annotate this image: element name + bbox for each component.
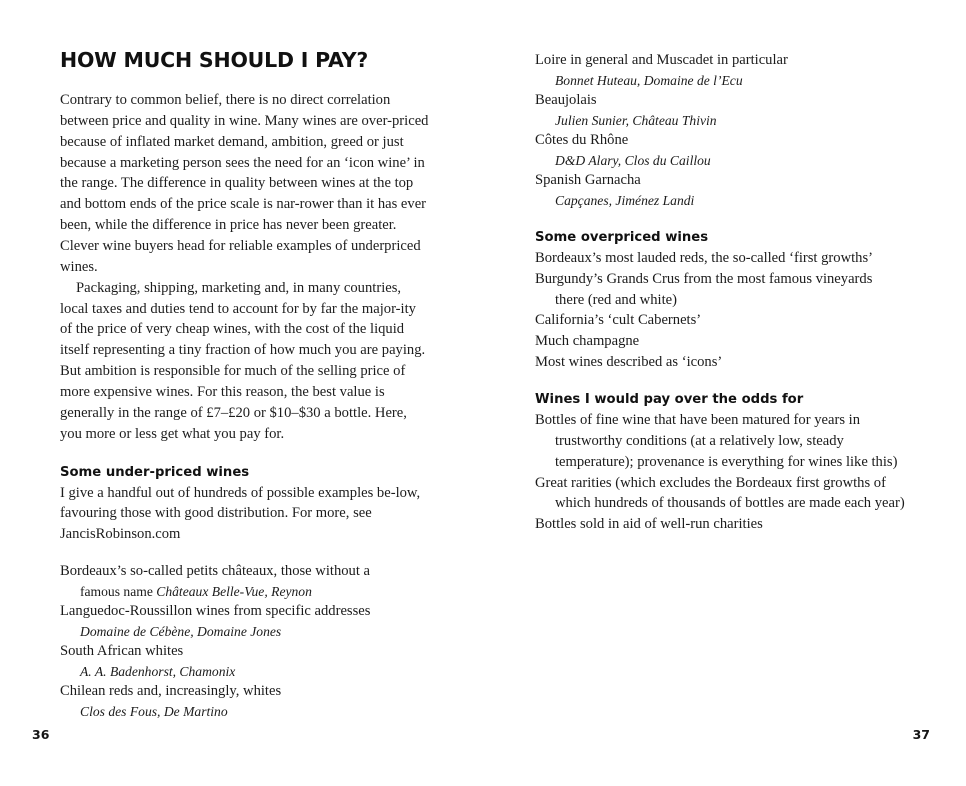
list-item-main: Côtes du Rhône <box>535 132 629 149</box>
list-item-main: California’s ‘cult Cabernets’ <box>535 312 702 329</box>
overpriced-wine-list <box>535 248 906 372</box>
list-item-cont-text: famous name <box>80 583 153 599</box>
list-item-main: Beaujolais <box>535 92 597 109</box>
list-item <box>535 269 906 310</box>
list-item <box>60 561 431 601</box>
list-item-main: Loire in general and Muscadet in particular <box>535 52 788 68</box>
list-item <box>60 681 431 721</box>
list-item-main: Burgundy’s Grands Crus from the most famous vineyards <box>535 270 873 287</box>
list-item-main: Bordeaux’s most lauded reds, the so-called ‘first growths’ <box>535 250 874 267</box>
section-heading-underpriced: Some under-priced wines <box>60 464 250 480</box>
body-paragraph-2: Packaging, shipping, marketing and, in many countries, local taxes and duties tend to account for by far the major-ity of the price of very cheap wines, with the cost of the liquid itself representing a tiny fraction of how much you are paying. But ambition is responsible for much of the selling price of more expensive wines. For this reason, the best value is generally in the range of £7–£20 or $10–$30 a bottle. Here, you more or less get what you pay for. <box>60 279 426 442</box>
list-item-main: Bottles of fine wine that have been matured for years in <box>535 412 861 429</box>
list-item-sub: D&D Alary, Clos du Caillou <box>555 152 711 168</box>
list-item-main-text: Bordeaux’s so-called petits châteaux, those without a <box>60 563 371 580</box>
list-item-main: Languedoc-Roussillon wines from specific addresses <box>60 603 371 620</box>
list-item <box>535 90 906 130</box>
list-item-main: Spanish Garnacha <box>535 172 641 189</box>
list-item-sub: Julien Sunier, Château Thivin <box>555 112 717 128</box>
page-number-left: 36 <box>32 727 50 742</box>
list-item-main: Bottles sold in aid of well-run charities <box>535 515 763 532</box>
underpriced-wine-list <box>60 561 431 721</box>
list-item-sub: A. A. Badenhorst, Chamonix <box>80 663 236 679</box>
list-item-italic-text: Châteaux Belle-Vue, Reynon <box>156 583 312 599</box>
list-item <box>535 410 906 472</box>
list-item-main: Most wines described as ‘icons’ <box>535 353 723 370</box>
list-item <box>535 248 906 269</box>
section-intro-underpriced: I give a handful out of hundreds of possible examples be-low, favouring those with good distribution. For more, see JancisRobinson.com <box>60 484 421 543</box>
section-heading-over-the-odds: Wines I would pay over the odds for <box>535 392 804 408</box>
right-page <box>483 0 966 786</box>
page-title: HOW MUCH SHOULD I PAY? <box>60 48 369 72</box>
list-item <box>535 170 906 210</box>
over-the-odds-list <box>535 410 906 534</box>
list-item <box>535 331 906 352</box>
list-item-main: Chilean reds and, increasingly, whites <box>60 683 282 700</box>
list-item <box>60 641 431 681</box>
page-number-right: 37 <box>912 727 930 742</box>
list-item-cont: there (red and white) <box>555 291 677 308</box>
list-item-cont: trustworthy conditions (at a relatively low, steady <box>555 433 844 450</box>
list-item-sub: Clos des Fous, De Martino <box>80 703 228 719</box>
list-item <box>535 514 906 535</box>
list-item-cont-2: temperature); provenance is everything for wines like this) <box>555 453 898 470</box>
list-item-sub: Capçanes, Jiménez Landi <box>555 192 695 208</box>
list-item-main: Much champagne <box>535 332 640 349</box>
list-item <box>535 473 906 514</box>
section-heading-overpriced: Some overpriced wines <box>535 230 709 246</box>
list-item <box>60 601 431 641</box>
list-item-sub: Domaine de Cébène, Domaine Jones <box>80 623 282 639</box>
list-item <box>535 50 906 90</box>
list-item <box>535 130 906 170</box>
list-item-cont: which hundreds of thousands of bottles are made each year) <box>555 495 905 512</box>
body-paragraph-1: Contrary to common belief, there is no direct correlation between price and quality in wine. Many wines are over-priced because of inflated market demand, ambition, greed or just because a marketing person sees the need for an ‘icon wine’ in the range. The difference in quality between wines at the top and bottom ends of the price scale is nar-rower than it has ever been, while the difference in price has never been greater. Clever wine buyers head for reliable examples of underpriced wines. <box>60 92 429 275</box>
list-item-sub <box>60 582 431 601</box>
list-item <box>535 352 906 373</box>
underpriced-wine-list-continued <box>535 50 906 210</box>
list-item-main: South African whites <box>60 643 184 660</box>
list-item-sub: Bonnet Huteau, Domaine de l’Ecu <box>555 72 743 88</box>
list-item <box>535 310 906 331</box>
list-item-main <box>60 561 431 582</box>
list-item-main: Great rarities (which excludes the Bordeaux first growths of <box>535 474 886 491</box>
